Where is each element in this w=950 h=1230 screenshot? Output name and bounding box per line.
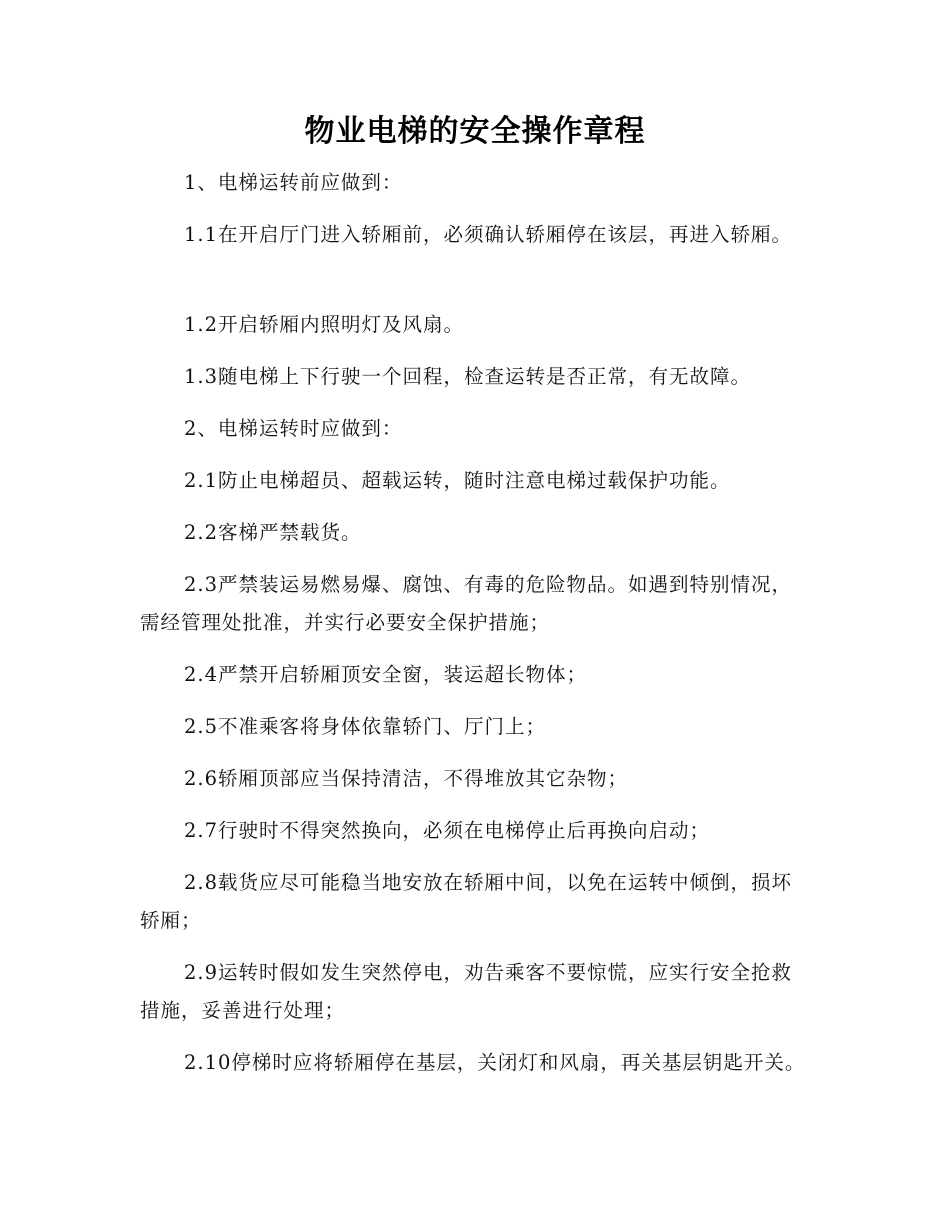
paragraph-1-3: 1.3随电梯上下行驶一个回程，检查运转是否正常，有无故障。 [184,365,752,388]
paragraph-2-3: 2.3严禁装运易燃易爆、腐蚀、有毒的危险物品。如遇到特别情况，需经管理处批准，并实行必要安全保护措施； [140,573,793,634]
paragraph-2-1: 2.1防止电梯超员、超载运转，随时注意电梯过载保护功能。 [184,469,731,492]
paragraph-2-9: 2.9运转时假如发生突然停电，劝告乘客不要惊慌，应实行安全抢救措施，妥善进行处理； [140,961,793,1022]
paragraph-1-2: 1.2开启轿厢内照明灯及风扇。 [184,313,465,336]
paragraph-2-5: 2.5不准乘客将身体依靠轿门、厅门上； [184,715,547,738]
paragraph-2-4: 2.4严禁开启轿厢顶安全窗，装运超长物体； [184,663,588,686]
paragraph-2-8: 2.8载货应尽可能稳当地安放在轿厢中间，以免在运转中倾倒，损坏轿厢； [140,871,793,932]
paragraph-2: 2、电梯运转时应做到： [184,417,403,440]
paragraph-2-10: 2.10停梯时应将轿厢停在基层，关闭灯和风扇，再关基层钥匙开关。 [184,1051,806,1074]
paragraph-1: 1、电梯运转前应做到： [184,171,403,194]
paragraph-2-6: 2.6轿厢顶部应当保持清洁，不得堆放其它杂物； [184,767,629,790]
paragraph-1-1: 1.1在开启厅门进入轿厢前，必须确认轿厢停在该层，再进入轿厢。 [184,223,793,246]
paragraph-2-7: 2.7行驶时不得突然换向，必须在电梯停止后再换向启动； [184,819,711,842]
document-title: 物业电梯的安全操作章程 [304,114,646,149]
paragraph-2-2: 2.2客梯严禁载货。 [184,521,362,544]
